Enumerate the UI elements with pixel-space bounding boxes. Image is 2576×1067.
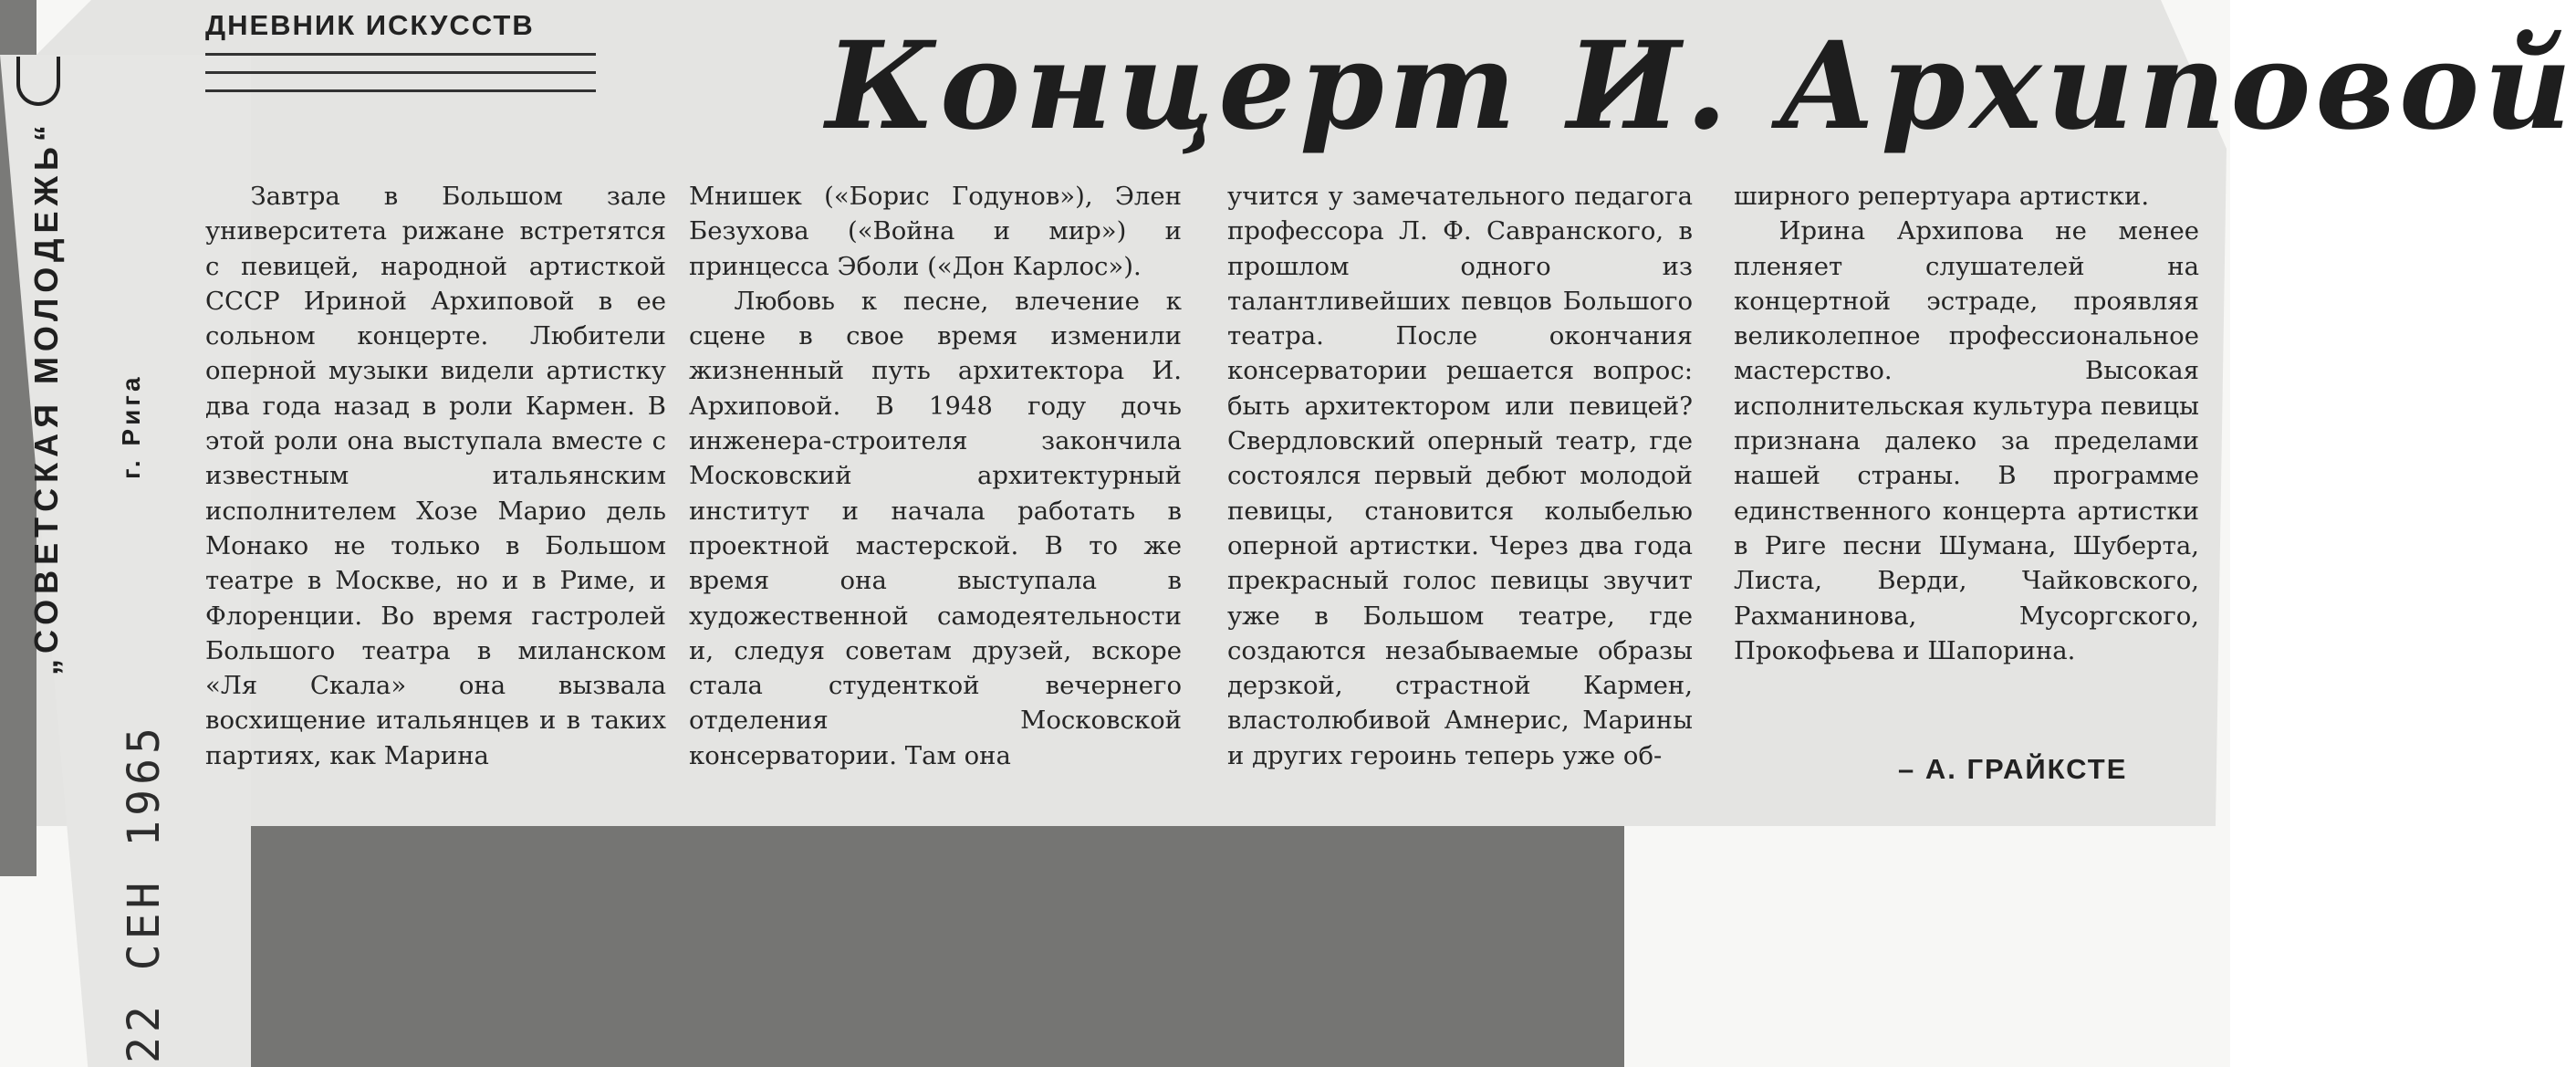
rubric-rule: [205, 53, 596, 56]
article-paragraph: ширного репертуара артистки.: [1734, 182, 2150, 211]
article-column-1: [205, 179, 666, 773]
article-paragraph: учится у замечательного педагога профессора Л. Ф. Савранского, в прошлом одного из талантливейших певцов Большого театра. После окончания консерватории решается вопрос: быть архитектором или певицей? Свердловский оперный театр, где состоялся первый дебют молодой певицы, становится колыбелью оперной артистки. Через два года прекрасный голос певицы звучит уже в Большом театре, где создаются незабываемые образы дерзкой, страстной Кармен, властолюбивой Амнерис, Марины и других героинь теперь уже об-: [1227, 182, 1693, 770]
source-city-stamp: [117, 342, 162, 479]
date-stamp: [119, 703, 192, 1063]
article-paragraph: Любовь к песне, влечение к сцене в свое время изменили жизненный путь архитектора И. Архиповой. В 1948 году дочь инженера-строителя закончила Московский архитектурный институт и начала работать в проектной мастерской. В то же время она выступала в художественной самодеятельности и, следуя советам друзей, вскоре стала студенткой вечернего отделения Московской консерватории. Там она: [689, 286, 1182, 770]
rubric-title: ДНЕВНИК ИСКУССТВ: [205, 9, 535, 41]
pin-hole-mark: [16, 57, 60, 106]
article-column-2: [689, 179, 1182, 773]
source-stamp: [27, 120, 100, 675]
article-paragraph: Ирина Архипова не менее пленяет слушателей на концертной эстраде, проявляя великолепное профессиональное мастерство. Высокая исполнительская культура певицы признана далеко за пределами нашей страны. В программе единственного концерта артистки в Риге песни Шумана, Шуберта, Листа, Верди, Чайковского, Рахманинова, Мусоргского, Прокофьева и Шапорина.: [1734, 216, 2199, 665]
author-signature: – А. ГРАЙКСТЕ: [1898, 753, 2128, 785]
article-paragraph: Мнишек («Борис Годунов»), Элен Безухова («Война и мир») и принцесса Эболи («Дон Карлос»).: [689, 182, 1182, 281]
article-headline: Концерт И. Архиповой: [826, 16, 2576, 157]
rubric-rule: [205, 71, 596, 74]
rubric-rule: [205, 89, 596, 92]
source-stamp-text: „СОВЕТСКАЯ МОЛОДЕЖЬ“: [27, 120, 65, 675]
article-column-4: [1734, 179, 2199, 668]
date-stamp-text: 22 СЕН 1965: [119, 723, 170, 1063]
scan-background: [246, 821, 1624, 1067]
article-paragraph: Завтра в Большом зале университета рижане встретятся с певицей, народной артисткой СССР Ириной Архиповой в ее сольном концерте. Любители оперной музыки видели артистку два года назад в роли Кармен. В этой роли она выступала вместе с известным итальянским исполнителем Хозе Марио дель Монако не только в Большом театре в Москве, но и в Риме, и Флоренции. Во время гастролей Большого театра в миланском «Ля Скала» она вызвала восхищение итальянцев и в таких партиях, как Марина: [205, 182, 666, 770]
article-column-3: [1227, 179, 1693, 773]
source-city-text: г. Рига: [117, 373, 145, 479]
